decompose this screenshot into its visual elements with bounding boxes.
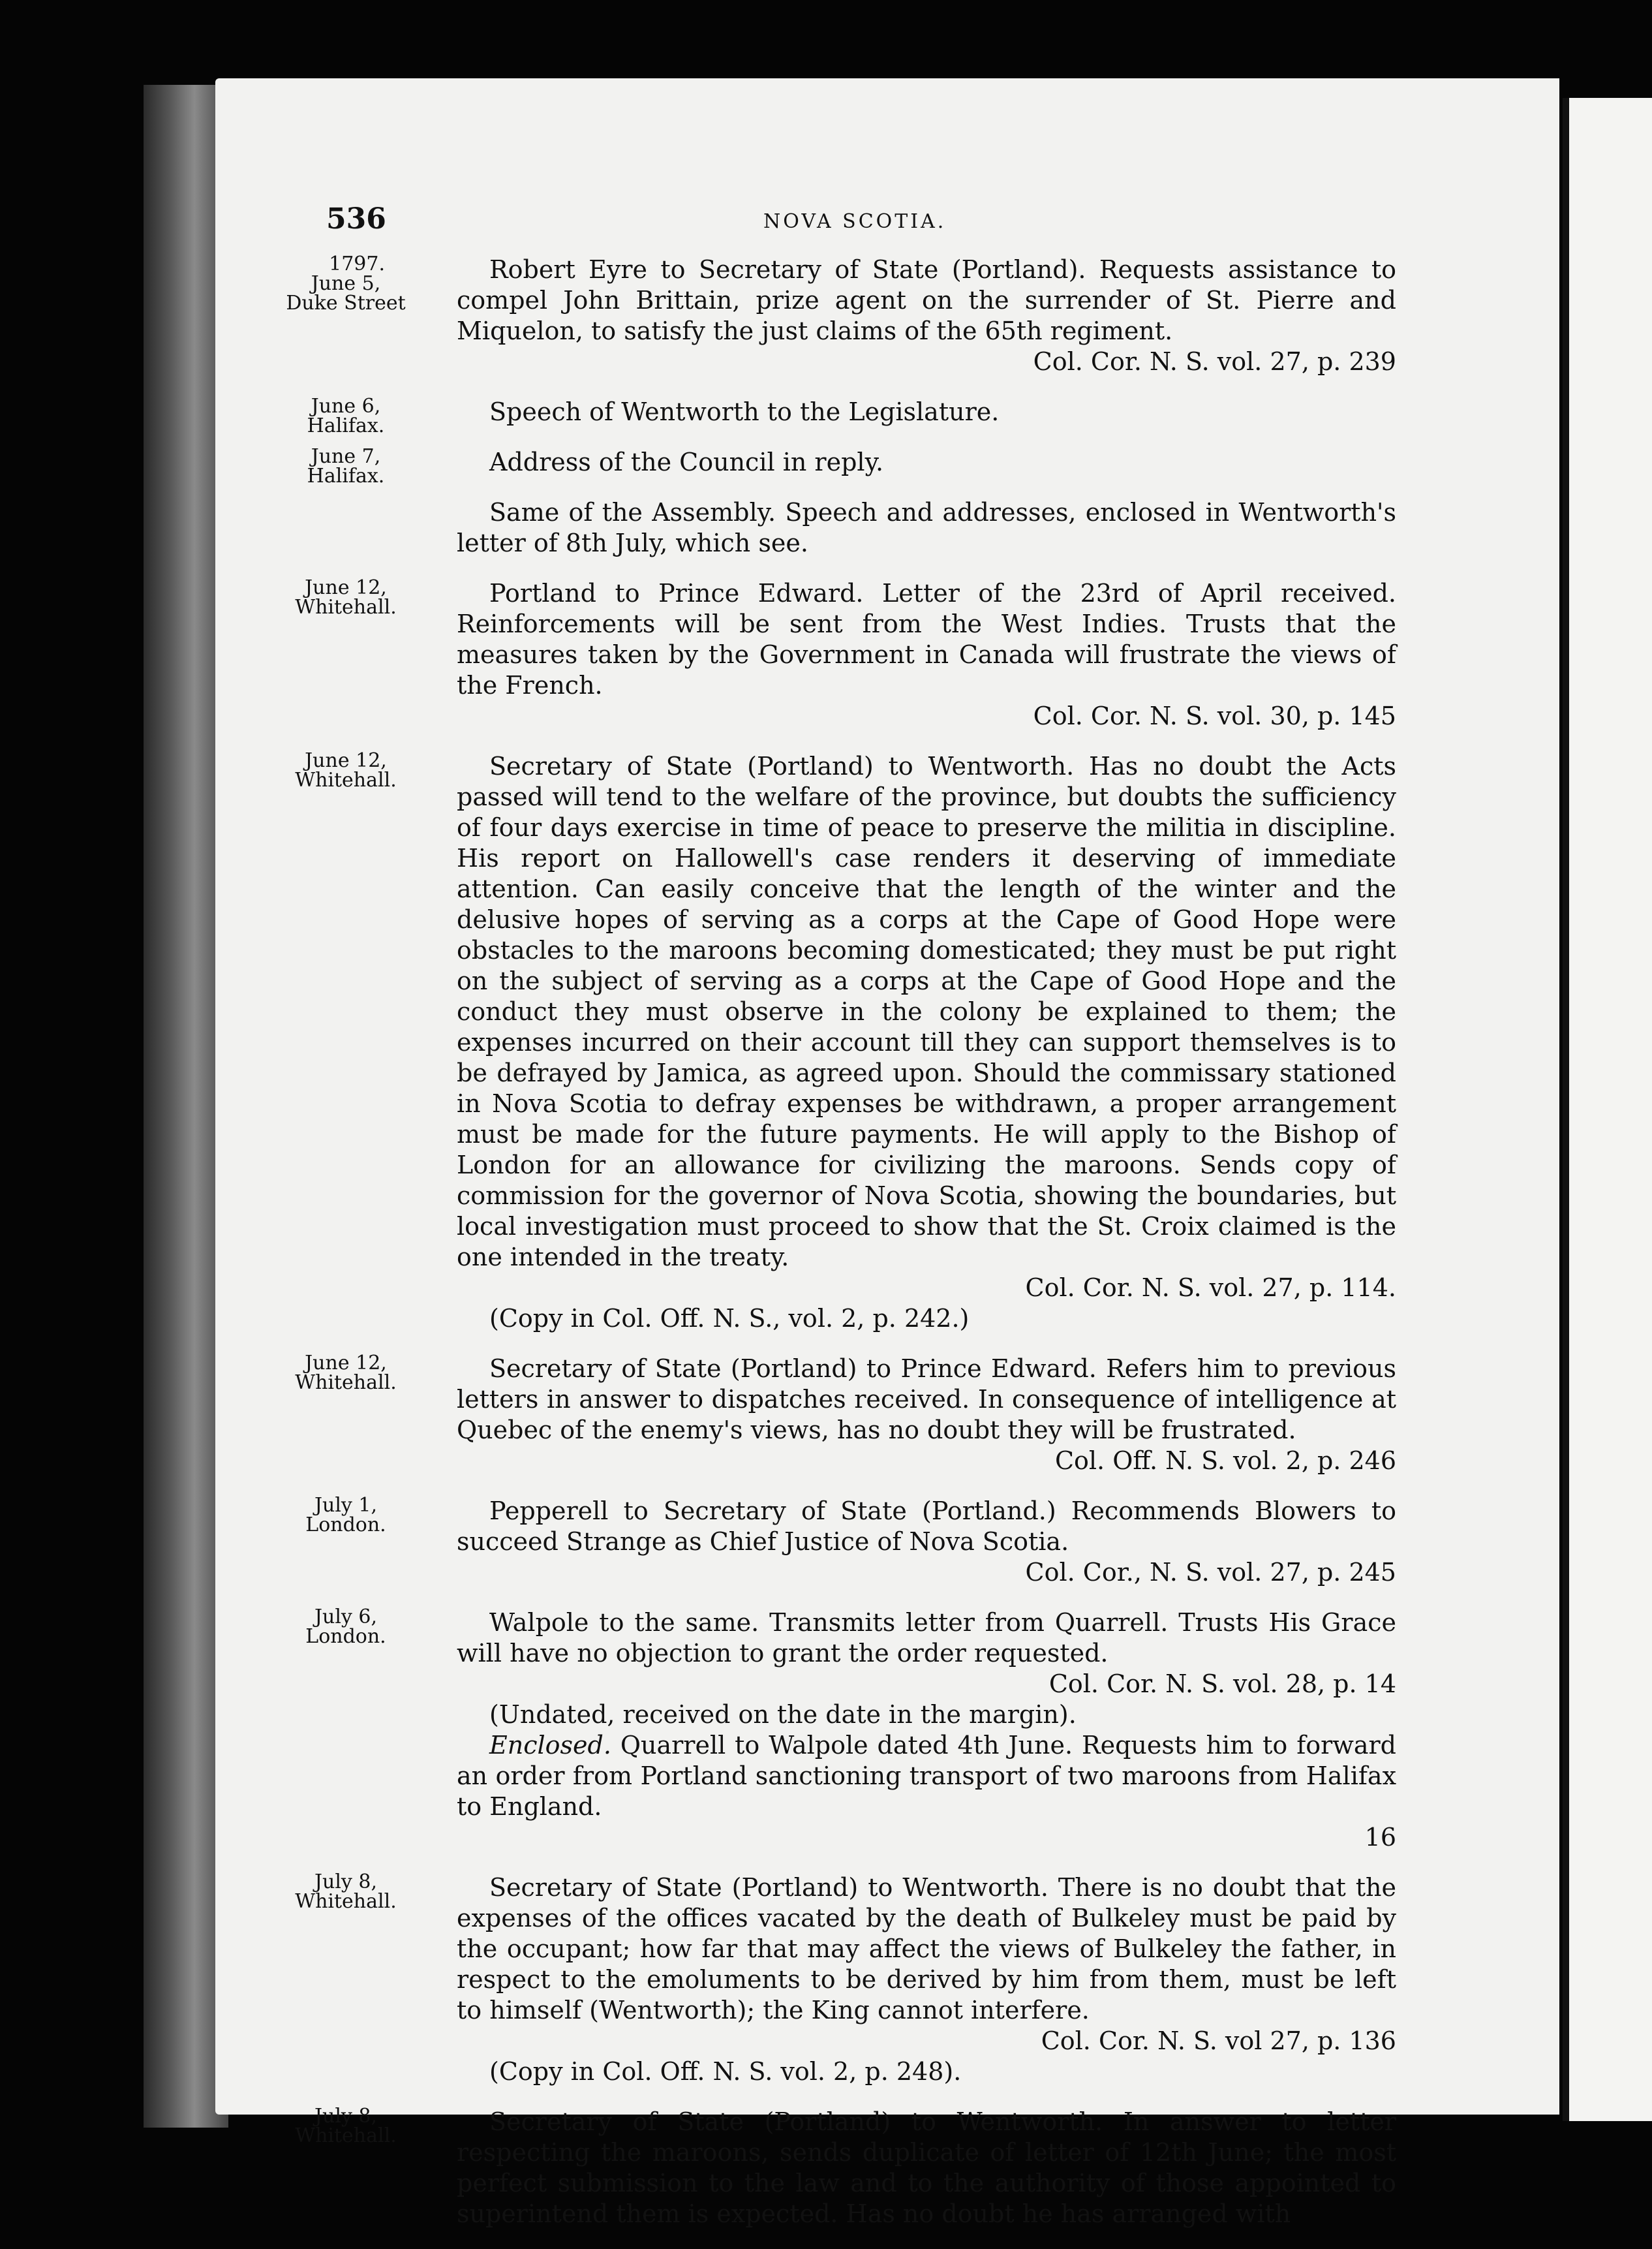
- entry-text: Robert Eyre to Secretary of State (Portland). Requests assistance to compel John Brittain, prize agent on the surrender of St. Pierre and Miquelon, to satisfy the just claims of the 65th regiment.: [457, 255, 1396, 345]
- entry-date-day: July 8,: [314, 2105, 378, 2128]
- entry-date-day: June 7,: [311, 445, 381, 468]
- entry-text: Address of the Council in reply.: [489, 448, 884, 476]
- enclosure: [457, 1730, 1396, 1822]
- enclosed-label: Enclosed.: [489, 1731, 611, 1760]
- entry-text: Secretary of State (Portland) to Wentworth. Has no doubt the Acts passed will tend to the welfare of the province, but doubts the sufficiency of four days exercise in time of peace to preserve the militia in discipline. His report on Hallowell's case renders it deserving of immediate attention. Can easily conceive that the length of the winter and the delusive hopes of serving as a corps at the Cape of Good Hope were obstacles to the maroons becoming domesticated; they must be put right on the subject of serving as a corps at the Cape of Good Hope and the conduct they must observe in the colony be explained to them; the expenses incurred on their account till they can support themselves is to be defrayed by Jamica, as agreed upon. Should the commissary stationed in Nova Scotia to defray expenses be withdrawn, a proper arrangement must be made for the future payments. He will apply to the Bishop of London for an allowance for civilizing the maroons. Sends copy of commission for the governor of Nova Scotia, showing the boundaries, but local investigation must proceed to show that the St. Croix claimed is the one intended in the treaty.: [457, 752, 1396, 1271]
- page-number: 536: [326, 202, 386, 236]
- entry-place: Whitehall.: [295, 1890, 397, 1913]
- entry-date-day: June 12,: [305, 576, 387, 599]
- entry-text: Walpole to the same. Transmits letter from Quarrell. Trusts His Grace will have no objection to grant the order requested.: [457, 1608, 1396, 1667]
- entry-citation: Col. Off. N. S. vol. 2, p. 246: [1054, 1446, 1396, 1475]
- entry-text: Same of the Assembly. Speech and addresses, enclosed in Wentworth's letter of 8th July, which see.: [457, 498, 1396, 557]
- calendar-entries: [215, 255, 1559, 2249]
- book-page: [215, 78, 1559, 2228]
- entry-place: Halifax.: [307, 414, 385, 437]
- entry-citation: Col. Cor. N. S. vol. 27, p. 114.: [1025, 1273, 1396, 1302]
- entry-text: Pepperell to Secretary of State (Portland.) Recommends Blowers to succeed Strange as Chief Justice of Nova Scotia.: [457, 1497, 1396, 1556]
- entry-date: [268, 1872, 424, 1912]
- facing-page-edge: [1563, 98, 1652, 2121]
- entry-date-day: June 5,: [311, 272, 381, 295]
- entry-date-day: July 6,: [314, 1605, 378, 1628]
- entry-citation: Col. Cor. N. S. vol. 28, p. 14: [1048, 1669, 1396, 1698]
- entry: [215, 1354, 1559, 1476]
- entry-date: [268, 255, 424, 313]
- entry-place: Duke Street: [286, 292, 406, 315]
- entry-date: [268, 397, 424, 436]
- entry-date: [268, 751, 424, 790]
- running-title: NOVA SCOTIA.: [763, 210, 947, 233]
- entry: [215, 395, 1559, 437]
- entry: [215, 1496, 1559, 1588]
- entry-note: (Copy in Col. Off. N. S. vol. 2, p. 248).: [489, 2057, 962, 2086]
- entry: [215, 1607, 1559, 1853]
- entry-citation: Col. Cor. N. S. vol. 27, p. 239: [1033, 347, 1396, 376]
- entry: [215, 578, 1559, 732]
- entry-date: [268, 1354, 424, 1393]
- entry-note: (Undated, received on the date in the margin).: [489, 1700, 1077, 1729]
- entry: [215, 497, 1559, 559]
- entry-place: London.: [305, 1625, 386, 1648]
- entry-text: Secretary of State (Portland) to Wentworth. In answer to letter respecting the maroons, sends duplicate of letter of 12th June; the most perfect submission to the law and to the authority of those appointed to superintend them is expected. Has no doubt he has arranged with: [457, 2107, 1396, 2228]
- entry-date: [268, 578, 424, 617]
- entry-date-day: July 8,: [314, 1870, 378, 1893]
- entry-text: Portland to Prince Edward. Letter of the 23rd of April received. Reinforcements will be sent from the West Indies. Trusts that the measures taken by the Government in Canada will frustrate the views of the French.: [457, 579, 1396, 700]
- entry-date: [268, 1607, 424, 1647]
- entry-note: (Copy in Col. Off. N. S., vol. 2, p. 242.): [489, 1304, 970, 1333]
- entry-text: Speech of Wentworth to the Legislature.: [489, 397, 1000, 426]
- entry-date-day: July 1,: [314, 1494, 378, 1517]
- entry: [215, 1872, 1559, 2087]
- entry-place: Whitehall.: [295, 596, 397, 619]
- entry-date-day: June 12,: [305, 1352, 387, 1374]
- entry-citation: Col. Cor., N. S. vol. 27, p. 245: [1025, 1558, 1396, 1587]
- entry-citation: Col. Cor. N. S. vol 27, p. 136: [1041, 2026, 1396, 2055]
- entry-place: Whitehall.: [295, 2124, 397, 2147]
- enclosed-text: Quarrell to Walpole dated 4th June. Requests him to forward an order from Portland sanctioning transport of two maroons from Halifax to England.: [457, 1731, 1396, 1821]
- entry-number: 16: [1364, 1823, 1396, 1852]
- entry-citation: Col. Cor. N. S. vol. 30, p. 145: [1033, 702, 1396, 730]
- entry-text: Secretary of State (Portland) to Wentworth. There is no doubt that the expenses of the offices vacated by the death of Bulkeley must be paid by the occupant; how far that may affect the views of Bulkeley the father, in respect to the emoluments to be derived by him from them, must be left to himself (Wentworth); the King cannot interfere.: [457, 1873, 1396, 2024]
- entry-place: London.: [305, 1513, 386, 1536]
- entry-date: [268, 1496, 424, 1535]
- page-header: [215, 202, 1559, 241]
- entry-date: [268, 447, 424, 486]
- entry-date: [268, 2107, 424, 2146]
- entry-date-day: June 12,: [305, 749, 387, 772]
- entry-place: Halifax.: [307, 465, 385, 488]
- entry: [215, 445, 1559, 488]
- entry: [215, 2107, 1559, 2229]
- entry-date-day: June 6,: [311, 395, 381, 418]
- entry-year: 1797.: [329, 253, 385, 275]
- entry-place: Whitehall.: [295, 1371, 397, 1394]
- entry: [215, 255, 1559, 377]
- entry: [215, 751, 1559, 1334]
- entry-place: Whitehall.: [295, 769, 397, 792]
- entry-text: Secretary of State (Portland) to Prince Edward. Refers him to previous letters in answer to dispatches received. In consequence of intelligence at Quebec of the enemy's views, has no doubt they will be frustrated.: [457, 1354, 1396, 1444]
